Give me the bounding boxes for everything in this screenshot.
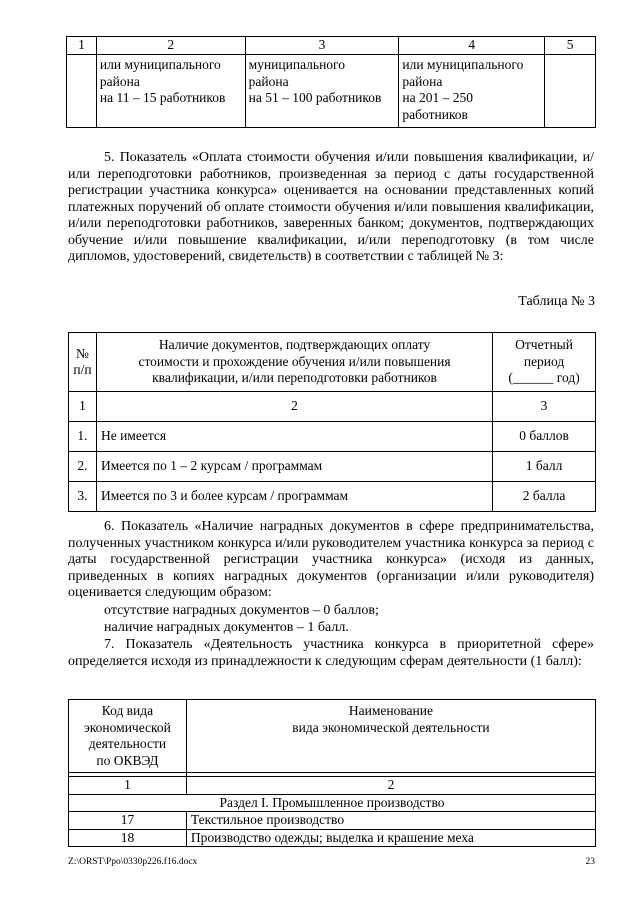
table-row: 3. Имеется по 3 и более курсам / программам 2 балла	[69, 482, 596, 512]
header-activity: Наименование вида экономической деятельности	[186, 700, 595, 773]
table-cell: или муниципального района на 11 – 15 работников	[96, 55, 245, 128]
col-number: 2	[96, 37, 245, 55]
col-number: 2	[96, 392, 492, 422]
col-number: 2	[186, 777, 595, 795]
continuation-table	[66, 36, 596, 128]
table-row: 18 Производство одежды; выделка и крашение меха	[69, 829, 596, 847]
paragraph-7: 7. Показатель «Деятельность участника конкурса в приоритетной сфере» определяется исходя из принадлежности к следующим сферам деятельности (1 балл):	[68, 637, 594, 669]
paragraph-6-item: отсутствие наградных документов – 0 баллов;	[104, 603, 379, 618]
section-heading: Раздел I. Промышленное производство	[69, 794, 596, 812]
col-number: 1	[67, 37, 97, 55]
header-num: № п/п	[69, 333, 97, 392]
table-3	[68, 332, 596, 512]
table-row: 2. Имеется по 1 – 2 курсам / программам 1 балл	[69, 452, 596, 482]
okved-table	[68, 699, 596, 847]
table-cell	[545, 55, 596, 128]
paragraph-6-item: наличие наградных документов – 1 балл.	[104, 620, 349, 635]
paragraph-6: 6. Показатель «Наличие наградных документов в сфере предпринимательства, полученных участником конкурса и/или руководителем участника конкурса за период с даты государственной регистрации участника конкурса» (исходя из данных, приведенных в копиях наградных документов (организации и/или руководителя) оценивается следующим образом:	[68, 519, 594, 600]
col-number: 1	[69, 777, 187, 795]
col-number: 4	[399, 37, 545, 55]
header-docs: Наличие документов, подтверждающих оплату стоимости и прохождение обучения и/или повышения квалификации, и/или переподготовки работников	[96, 333, 492, 392]
paragraph-5: 5. Показатель «Оплата стоимости обучения и/или повышения квалификации, и/или переподготовки работников, произведенная за период с даты государственной регистрации участника конкурса» оценивается на основании представленных копий платежных поручений об оплате стоимости обучения и/или повышения квалификации, и/или переподготовки работников, заверенных банком; документов, подтверждающих обучение и/или повышение квалификации, и/или переподготовку (в том числе дипломов, удостоверений, свидетельств) в соответствии с таблицей № 3:	[68, 150, 594, 264]
table-cell	[67, 55, 97, 128]
table-cell: или муниципального района на 201 – 250 работников	[399, 55, 545, 128]
header-period: Отчетный период (______ год)	[493, 333, 596, 392]
col-number: 3	[493, 392, 596, 422]
col-number: 1	[69, 392, 97, 422]
page-number: 23	[585, 857, 595, 867]
col-number: 3	[245, 37, 399, 55]
table-3-caption: Таблица № 3	[518, 294, 595, 309]
table-cell: муниципального района на 51 – 100 работников	[245, 55, 399, 128]
col-number: 5	[545, 37, 596, 55]
header-code: Код вида экономической деятельности по ОКВЭД	[69, 700, 187, 773]
table-row: 17 Текстильное производство	[69, 812, 596, 830]
footer-file-path: Z:\ORST\Ppo\0330p226.f16.docx	[68, 857, 198, 867]
table-row: 1. Не имеется 0 баллов	[69, 422, 596, 452]
